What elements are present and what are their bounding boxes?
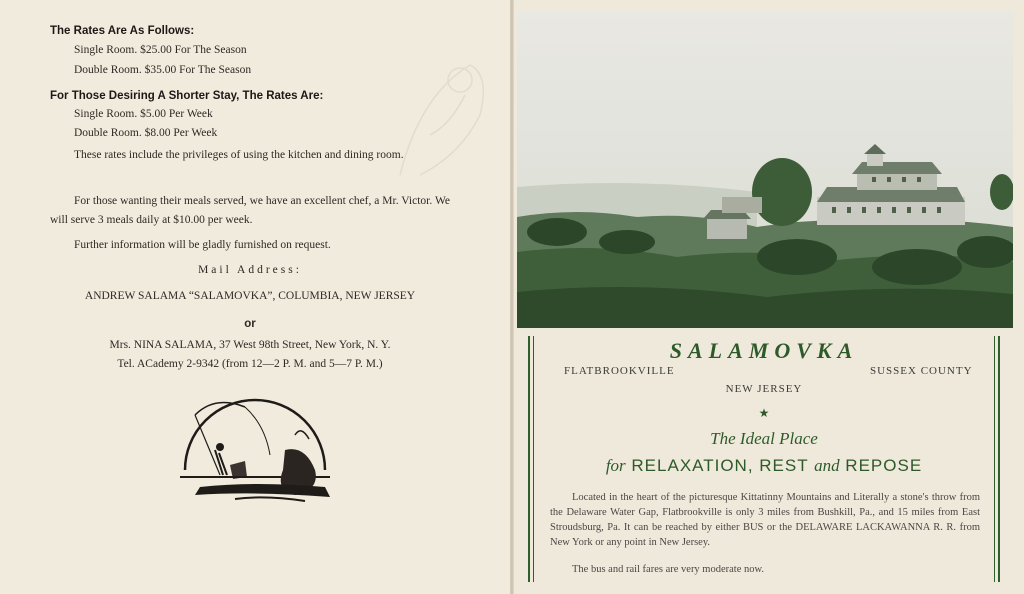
location-county: SUSSEX COUNTY [870, 365, 973, 377]
tagline: The Ideal Place [710, 429, 818, 448]
address-andrew: ANDREW SALAMA “SALAMOVKA”, COLUMBIA, NEW JERSEY [84, 290, 416, 302]
season-rate-double: Double Room. $35.00 For The Season [74, 64, 252, 76]
location-town: FLATBROOKVILLE [564, 365, 675, 377]
slogan-repose: REPOSE [845, 456, 923, 475]
brochure-title: SALAMOVKA [669, 338, 859, 363]
weekly-rate-single: Single Room. $5.00 Per Week [74, 108, 213, 120]
weekly-rate-double: Double Room. $8.00 Per Week [74, 127, 218, 139]
hotel-landscape-image [517, 12, 1013, 328]
slogan-relaxation-rest: RELAXATION, REST [631, 456, 809, 475]
kitchen-note: These rates include the privileges of using the kitchen and dining room. [74, 149, 404, 161]
slogan [528, 456, 1000, 476]
right-page [514, 0, 1024, 594]
location-state: NEW JERSEY [725, 383, 803, 395]
faint-sketch-illustration [380, 35, 500, 185]
further-info: Further information will be gladly furnished on request. [74, 239, 331, 251]
slogan-for: for [605, 456, 626, 475]
location-description: Located in the heart of the picturesque Kittatinny Mountains and Literally a stone's throw from the Delaware Water Gap, Flatbrookville is only 3 miles from Bushkill, Pa., and 15 miles from East Stroudsburg, Pa. It can be reached by either BUS or the DELAWARE LACKAWANNA R. R. from New York or any point in New Jersey. [550, 492, 980, 548]
hotel-photograph [517, 12, 1013, 328]
fisherman-illustration [175, 395, 340, 510]
mail-address-heading: Mail Address: [198, 264, 302, 276]
slogan-and: and [814, 456, 840, 475]
info-panel [528, 336, 1000, 582]
fares-note: The bus and rail fares are very moderate now. [572, 564, 765, 575]
phone-line: Tel. ACademy 2-9342 (from 12—2 P. M. and 5—7 P. M.) [117, 358, 383, 370]
or-text: or [244, 318, 256, 330]
left-page [0, 0, 510, 594]
star-icon: ★ [758, 406, 770, 420]
rates-heading: The Rates Are As Follows: [50, 25, 195, 37]
shorter-stay-heading: For Those Desiring A Shorter Stay, The Rates Are: [50, 90, 324, 102]
address-nina: Mrs. NINA SALAMA, 37 West 98th Street, New York, N. Y. [109, 339, 391, 351]
meals-note: For those wanting their meals served, we have an excellent chef, a Mr. Victor. We will serve 3 meals daily at $10.00 per week. [50, 195, 450, 226]
season-rate-single: Single Room. $25.00 For The Season [74, 44, 247, 56]
